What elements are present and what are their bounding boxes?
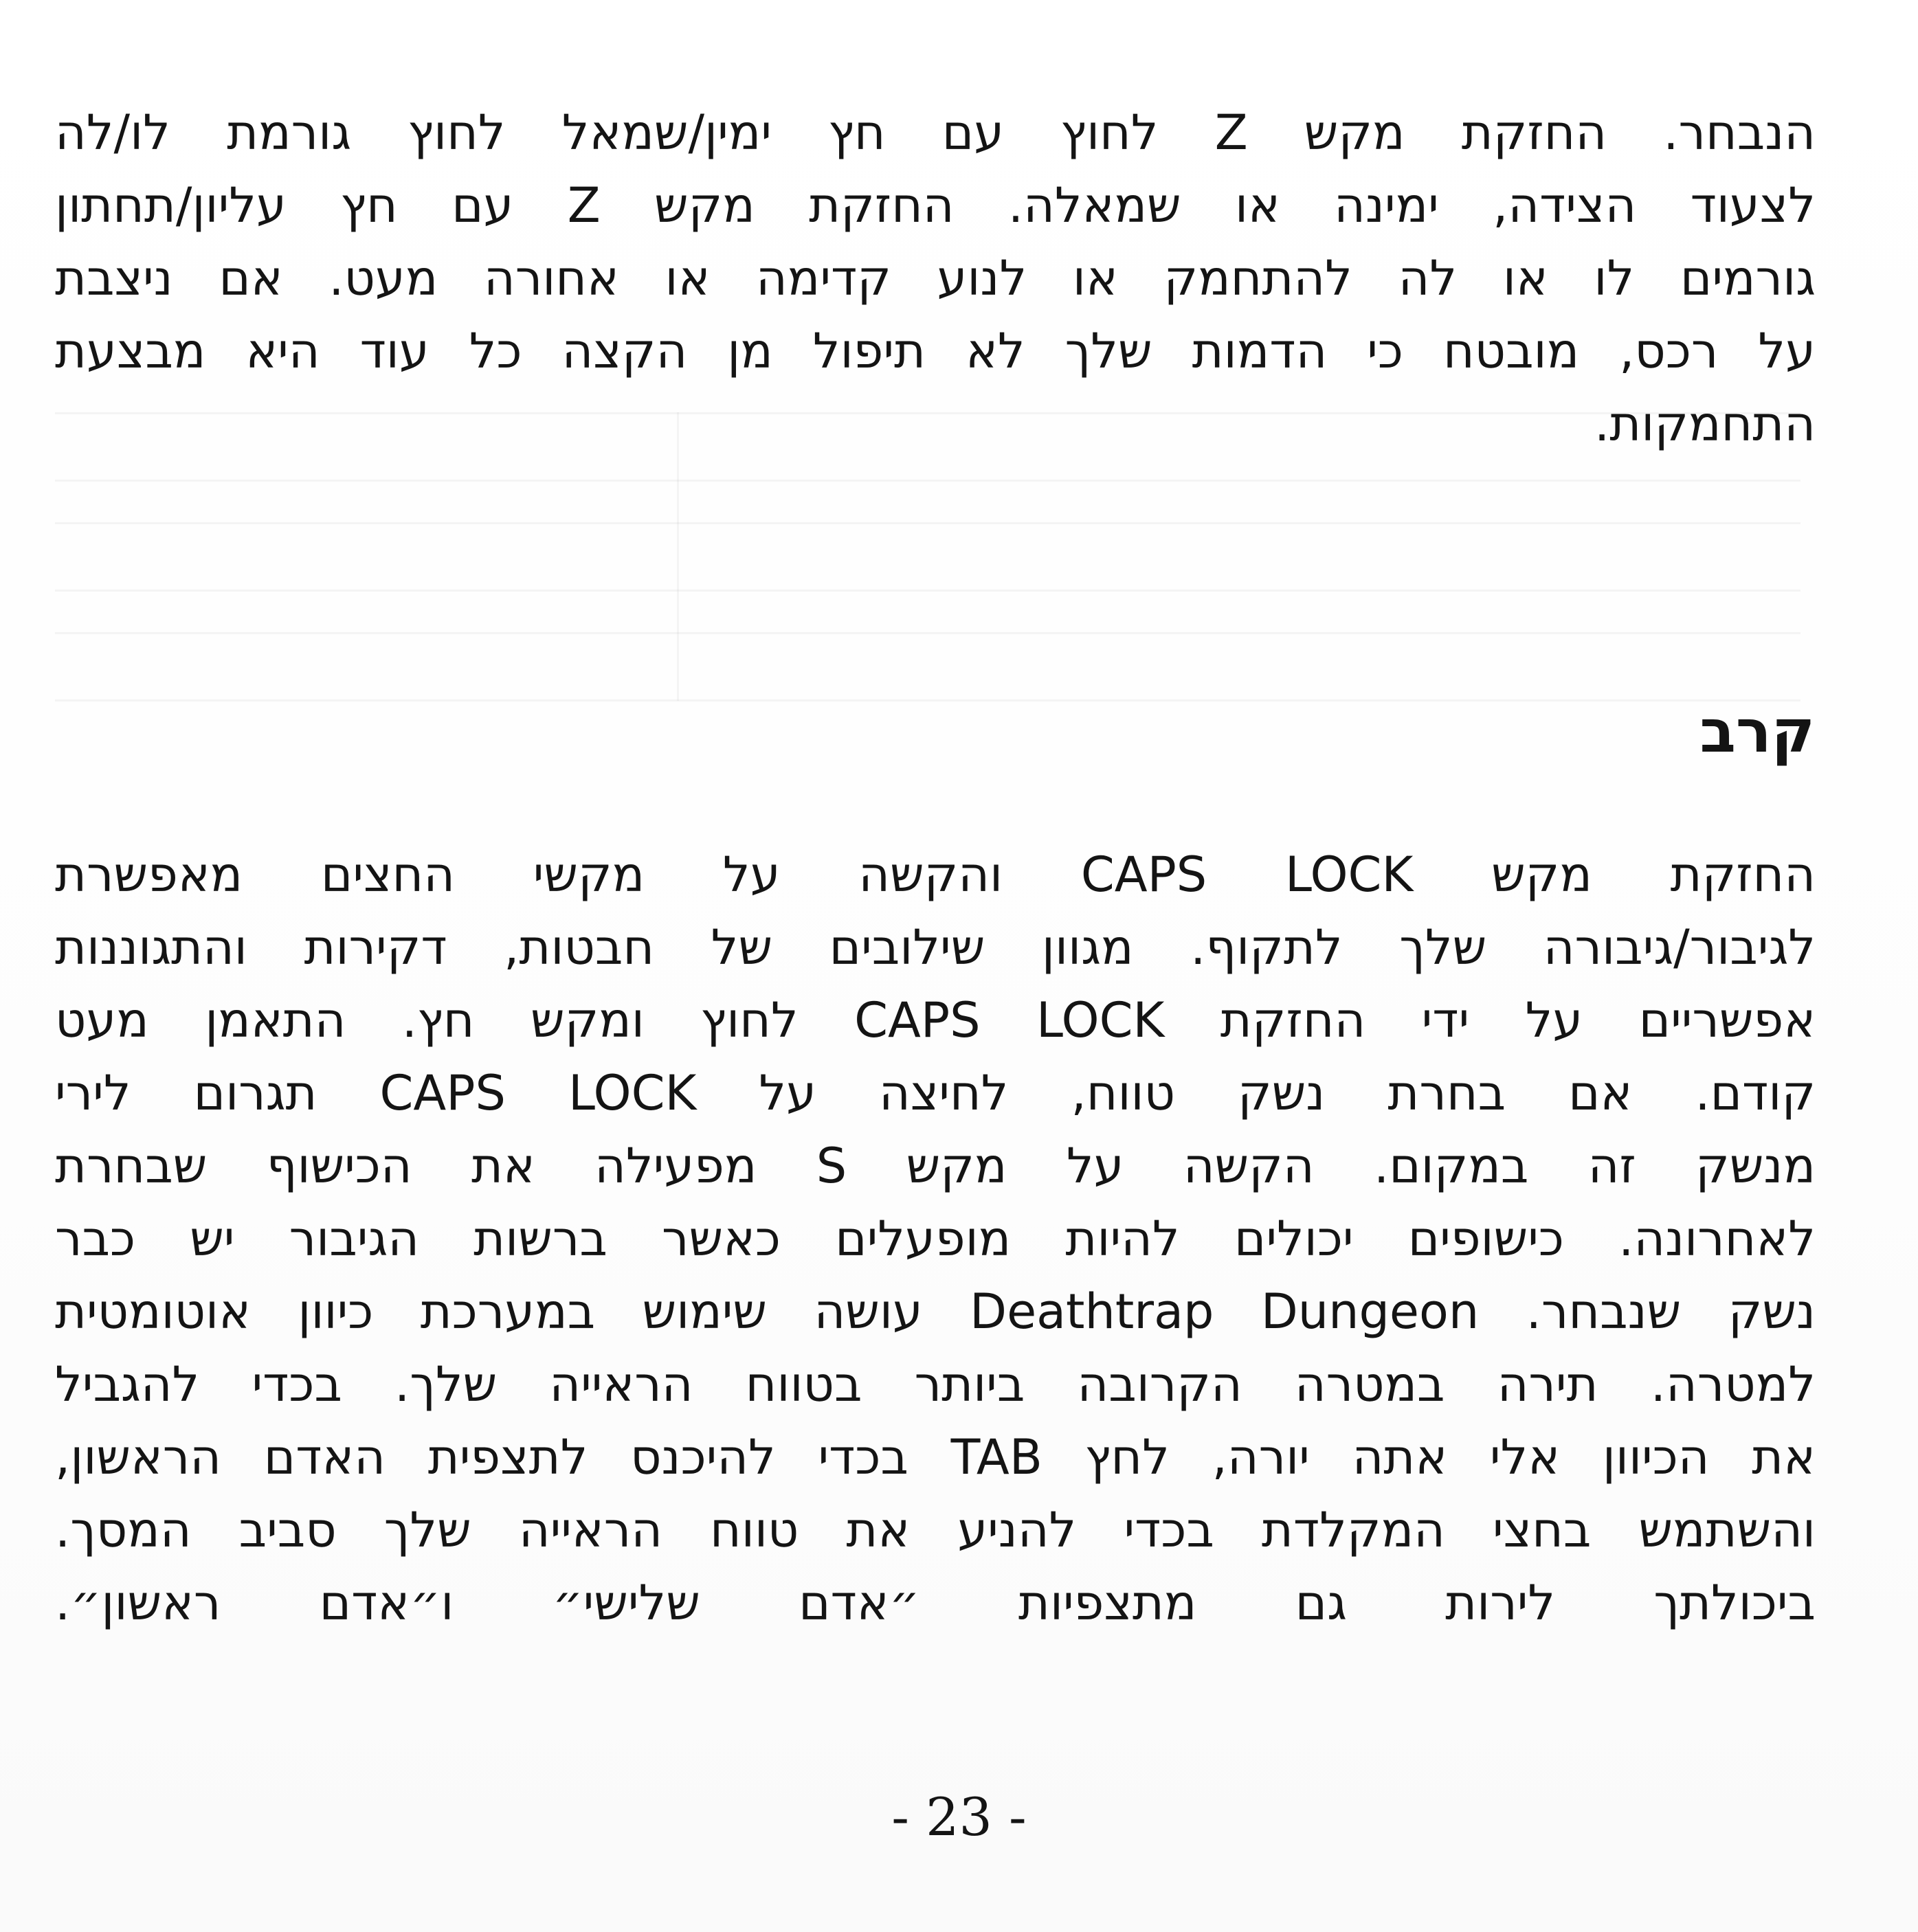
paragraph-combat (55, 838, 1816, 1639)
text-line: קודם. אם בחרת נשק טווח, לחיצה על CAPS LOCK תגרום לירי (55, 1065, 1816, 1121)
text-line: אפשריים על ידי החזקת CAPS LOCK לחוץ ומקש חץ. התאמן מעט (55, 992, 1816, 1048)
text-line: על רכס, מובטח כי הדמות שלך לא תיפול מן הקצה כל עוד היא מבצעת (55, 323, 1816, 379)
paragraph-movement (55, 96, 1816, 460)
show-through-row (55, 522, 1800, 592)
text-line: החזקת מקש CAPS LOCK והקשה על מקשי החצים מאפשרת (55, 846, 1816, 903)
text-line: התחמקות. (1594, 396, 1816, 452)
text-line: ביכולתך לירות גם מתצפיות ״אדם שלישי״ ו״אדם ראשון״. (55, 1575, 1816, 1631)
section-heading: קרב (1699, 697, 1815, 766)
text-line: מנשק זה במקום. הקשה על מקש S מפעילה את הכישוף שבחרת (55, 1138, 1816, 1194)
page-number: - 23 - (891, 1786, 1027, 1847)
text-line: לגיבור/גיבורה שלך לתקוף. מגוון שילובים של חבטות, דקירות והתגוננות (55, 919, 1816, 976)
text-line: את הכיוון אלי אתה יורה, לחץ TAB בכדי להיכנס לתצפית האדם הראשון, (55, 1429, 1816, 1485)
text-line: גורמים לו או לה להתחמק או לנוע קדימה או אחורה מעט. אם ניצבת (55, 250, 1816, 306)
text-line: לצעוד הצידה, ימינה או שמאלה. החזקת מקש Z עם חץ עליון/תחתון (55, 177, 1816, 234)
text-line: למטרה. תירה במטרה הקרובה ביותר בטווח הראייה שלך. בכדי להגביל (55, 1356, 1816, 1413)
text-line: לאחרונה. כישופים יכולים להיות מופעלים כאשר ברשות הגיבור יש כבר (55, 1211, 1816, 1267)
show-through-row (55, 632, 1800, 701)
text-line: והשתמש בחצי המקלדת בכדי להניע את טווח הראייה שלך סביב המסך. (55, 1502, 1816, 1558)
text-line: הנבחר. החזקת מקש Z לחוץ עם חץ ימין/שמאל לחוץ גורמת לו/לה (55, 104, 1816, 161)
text-line: נשק שנבחר. Deathtrap Dungeon עושה שימוש במערכת כיוון אוטומטית (55, 1283, 1816, 1340)
